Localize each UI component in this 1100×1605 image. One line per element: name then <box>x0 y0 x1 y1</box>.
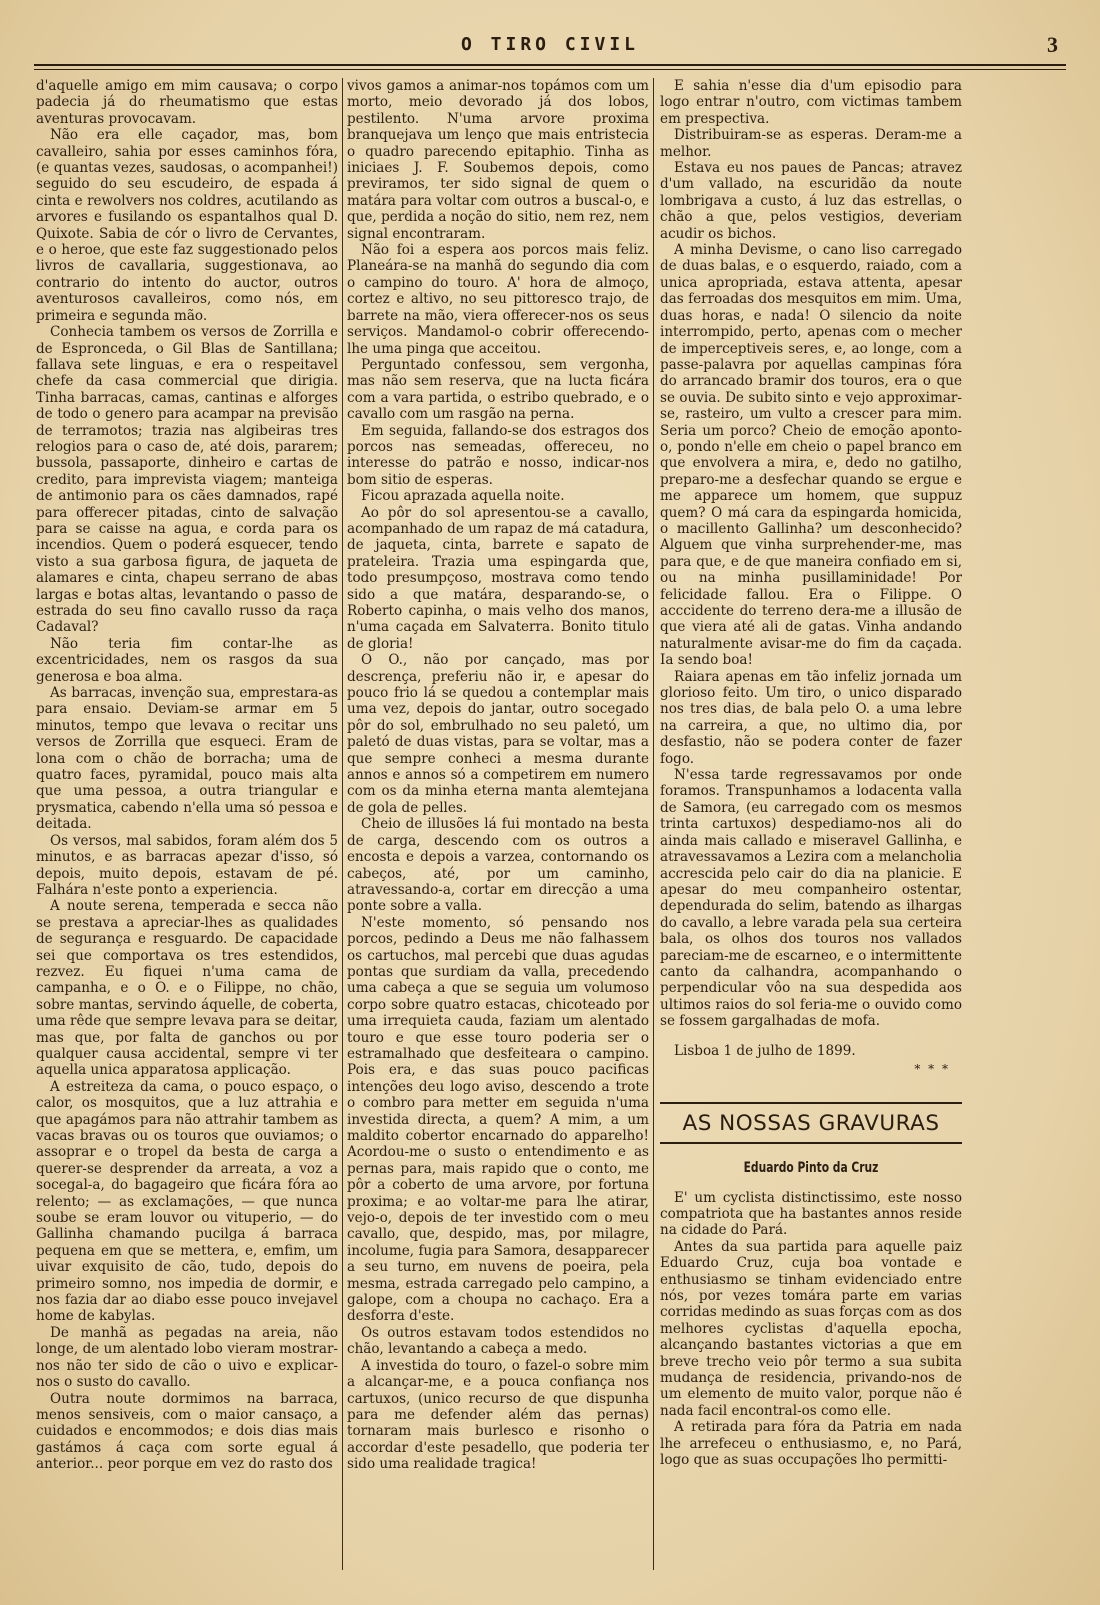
paragraph: Cheio de illusões lá fui montado na besta de carga, descendo com os outros a encosta e depois a varzea, contornando os cabeços, até, por um caminho, atravessando-a, cortar em direcção a uma ponte sobre a valla. <box>347 816 649 915</box>
paragraph: Raiara apenas em tão infeliz jornada um glorioso feito. Um tiro, o unico disparado nos tres dias, de bala pelo O. a uma lebre na carreira, a que, no ultimo dia, por desfastio, não se podera conter de fazer fogo. <box>660 668 962 767</box>
paragraph: E sahia n'esse dia d'um episodio para logo entrar n'outro, com victimas tambem em prespectiva. <box>660 78 962 127</box>
column-divider <box>653 78 654 1570</box>
paragraph: N'este momento, só pensando nos porcos, pedindo a Deus me não falhassem os cartuchos, mal percebi que duas agudas pontas que surdiam da valla, precedendo uma cabeça a que se seguia um volumoso corpo sobre quatro estacas, chicoteado por uma irrequieta cauda, faziam um alentado touro e que esse touro poderia ser o estramalhado que desfeiteara o campino. Pois era, e das suas pouco pacificas intenções deu logo aviso, descendo a trote o combro para metter em seguida n'uma investida directa, a quem? A mim, a um maldito cobertor encarnado do apparelho! Acordou-me o susto o entendimento e as pernas para, mais rapido que o conto, me pôr a coberto de uma arvore, por fortuna proxima; e ao voltar-me para lhe atirar, vejo-o, depois de ter investido com o meu cavallo, que, despido, mas, por milagre, incolume, fugia para Samora, desapparecer a seu turno, em nuvens de poeira, pela mesma, estrada carregado pelo campino, a galope, com a choupa no cachaço. Era a desforra d'este. <box>347 914 649 1325</box>
column-2 <box>347 78 649 1578</box>
paragraph: A estreiteza da cama, o pouco espaço, o calor, os mosquitos, que a luz attrahia e que apagámos para não attrahir tambem as vacas bravas ou os touros que ouviamos; o assoprar e o tropel da besta de carga a querer-se desprender da arreata, a voz a socegal-a, do bagageiro que ficára fóra ao relento; — as exclamações, — que nunca soube se eram louvor ou vituperio, — do Gallinha chamando pucilga á barraca pequena em que se mettera, e, emfim, um uivar exquisito de cão, tudo, depois do primeiro somno, nos impedia de dormir, e nos fazia dar ao diabo esse pouco invejavel home de kabylas. <box>36 1078 338 1325</box>
header-rule <box>34 64 1066 70</box>
paragraph: Não teria fim contar-lhe as excentricidades, nem os rasgos da sua generosa e boa alma. <box>36 635 338 685</box>
paragraph: Antes da sua partida para aquelle paiz Eduardo Cruz, cuja boa vontade e enthusiasmo se tinham evidenciado entre nós, por vezes tomára parte em varias corridas medindo as suas forças com as dos melhores cyclistas d'aquella epocha, alcançando bastantes victorias a que em breve trecho veio pôr termo a sua subita mudança de residencia, privando-nos de um elemento de muito valor, porque não é nada facil encontral-os como elle. <box>660 1238 962 1419</box>
article-subheading: Eduardo Pinto da Cruz <box>743 1159 879 1176</box>
paragraph: Ao pôr do sol apresentou-se a cavallo, acompanhado de um rapaz de má catadura, de jaqueta, cinta, barrete e sapato de prateleira. Trazia uma espingarda que, todo presumpçoso, mostrava como tendo sido a que matára, desparando-se, o Roberto capinha, o mais velho dos manos, n'uma caçada em Salvaterra. Bonito titulo de gloria! <box>347 504 649 652</box>
paragraph: Conhecia tambem os versos de Zorrilla e de Espronceda, o Gil Blas de Santillana; fallava sete linguas, e era o respeitavel chefe da casa commercial que dirigia. Tinha barracas, camas, cantinas e alforges de todo o genero para acampar na previsão de terramotos; trazia nas algibeiras tres relogios para o caso de, até dois, pararem; bussola, passaporte, dinheiro e cartas de credito, para imprevista viagem; manteiga de antimonio para os cães damnados, rapé para offerecer pitadas, cinto de salvação para se caisse na agua, e corda para os incendios. Quem o poderá esquecer, tendo visto a sua garbosa figura, de jaqueta de alamares e cinta, chapeu serrano de abas largas e botas altas, levantando o passo de estrada do seu fino cavallo russo da raça Cadaval? <box>36 324 338 636</box>
newspaper-title: O TIRO CIVIL <box>460 34 640 55</box>
paragraph: d'aquelle amigo em mim causava; o corpo padecia já do rheumatismo que estas aventuras provocavam. <box>36 78 338 127</box>
masthead <box>30 32 1070 66</box>
paragraph: De manhã as pegadas na areia, não longe, de um alentado lobo vieram mostrar-nos não ter sido de cão o uivo e explicar-nos o susto do cavallo. <box>36 1324 338 1391</box>
paragraph: vivos gamos a animar-nos topámos com um morto, meio devorado já dos lobos, pestilento. N'uma arvore proxima branquejava um lenço que mais entristecia o quadro parecendo epitaphio. Tinha as iniciaes J. F. Soubemos depois, como previramos, ter sido signal de quem o matára para voltar com outros a buscal-o, e que, perdida a noção do sitio, nem rez, nem signal encontraram. <box>347 78 649 242</box>
page-number: 3 <box>1047 32 1058 57</box>
paragraph: E' um cyclista distinctissimo, este nosso compatriota que ha bastantes annos reside na cidade do Pará. <box>660 1189 962 1239</box>
paragraph: A investida do touro, o fazel-o sobre mim a alcançar-me, e a pouca confiança nos cartuxos, (unico recurso de que dispunha para me defender além das pernas) tornaram mais burlesco e risonho o accordar d'este pesadello, que poderia ter sido uma realidade tragica! <box>347 1357 649 1473</box>
paragraph: Ficou aprazada aquella noite. <box>361 488 565 505</box>
section-heading-text: AS NOSSAS GRAVURAS <box>682 1110 940 1136</box>
paragraph: O O., não por cançado, mas por descrença, preferiu não ir, e apesar do pouco frio lá se quedou a contemplar mais uma vez, depois do jantar, outro socegado pôr do sol, embrulhado no seu paletó, um paletó de duas vistas, para se voltar, mas a que sempre conheci a mesma durante annos e annos só a competirem em numero com os da minha eterna manta alemtejana de gola de pelles. <box>347 652 649 816</box>
paragraph: Os versos, mal sabidos, foram além dos 5 minutos, e as barracas apezar d'isso, só depois, muito depois, estavam de pé. Falhára n'este ponto a experiencia. <box>36 832 338 898</box>
paragraph: Os outros estavam todos estendidos no chão, levantando a cabeça a medo. <box>347 1324 649 1358</box>
paragraph: Não foi a espera aos porcos mais feliz. Planeára-se na manhã do segundo dia com o campino do touro. A' hora de almoço, cortez e altivo, no seu pittoresco trajo, de barrete na mão, viera offerecer-nos os seus serviços. Mandamol-o cobrir offerecendo-lhe uma pinga que acceitou. <box>347 242 649 357</box>
paragraph: Não era elle caçador, mas, bom cavalleiro, sahia por esses caminhos fóra, (e quantas vezes, saudosas, o acompanhei!) seguido do seu escudeiro, de espada á cinta e rewolvers nos coldres, acutilando as arvores e fusilando os espantalhos qual D. Quixote. Sabia de cór o livro de Cervantes, e o heroe, que este faz suggestionado pelos livros de cavallaria, suggestionava, ao contrario do intento do auctor, outros aventurosos cavalleiros, como nós, em primeira e segunda mão. <box>36 127 338 324</box>
paragraph: Distribuiram-se as esperas. Deram-me a melhor. <box>660 127 962 160</box>
paragraph: A minha Devisme, o cano liso carregado de duas balas, e o esquerdo, raiado, com a unica apropriada, estava attenta, apesar das ferroadas dos mesquitos em mim. Uma, duas horas, e nada! O silencio da noite interrompido, perto, apenas com o mecher de imperceptiveis seres, e, ao longe, com a passe-palavra por aquellas campinas fóra do arrancado bramir dos touros, era o que se ouvia. De subito sinto e vejo approximar-se, rasteiro, um vulto a crescer para mim. Seria um porco? Cheio de emoção aponto-o, pondo n'elle em cheio o papel branco em que envolvera a mira, e, dedo no gatilho, preparo-me a desfechar quando se ergue e me apparece um homem, que suppuz quem? O má cara da espingarda homicida, o macillento Gallinha? um desconhecido? Alguem que vinha surprehender-me, mas para que, e de que maneira confiado em si, ou na minha pusillaminidade! Por felicidade fallou. Era o Filippe. O acccidente do terreno dera-me a illusão de que viera até ali de gatas. Vinha andando naturalmente avisar-me do fim da caçada. Ia sendo boa! <box>660 242 962 669</box>
paragraph: N'essa tarde regressavamos por onde foramos. Transpunhamos a lodacenta valla de Samora, (eu carregado com os mesmos trinta cartuxos) despediamo-nos ali do ainda mais callado e miseravel Gallinha, e atravessavamos a Lezira com a melancholia accrescida pelo cair do dia na planicie. E apesar do meu companheiro ostentar, dependurada do selim, batendo as ilhargas do cavallo, a lebre varada pela sua certeira bala, os olhos dos touros nos vallados pareciam-me de escarneo, e o intermittente canto da calhandra, acompanhando o perpendicular vôo na sua despedida aos ultimos raios do sol feria-me o ouvido como se fossem gargalhadas de mofa. <box>660 767 962 1030</box>
paragraph: Perguntado confessou, sem vergonha, mas não sem reserva, que na lucta ficára com a vara partida, o estribo quebrado, e o cavallo com um rasgão na perna. <box>347 356 649 423</box>
paragraph: Outra noute dormimos na barraca, menos sensiveis, com o maior cansaço, a cuidados e encommodos; e dois dias mais gastámos á caça com sorte egual á anterior... peor porque em vez do rasto dos <box>36 1390 338 1473</box>
paragraph: Em seguida, fallando-se dos estragos dos porcos nas semeadas, offereceu, no interesse do patrão e nosso, indicar-nos bom sitio de esperas. <box>347 422 649 488</box>
column-3 <box>660 78 962 1578</box>
dateline: Lisboa 1 de julho de 1899. <box>674 1042 856 1059</box>
paragraph: A retirada para fóra da Patria em nada lhe arrefeceu o enthusiasmo, e, no Pará, logo que as suas occupações lho permitti- <box>660 1419 962 1469</box>
column-divider <box>342 78 343 1570</box>
section-separator: * * * <box>914 1061 950 1076</box>
column-1 <box>36 78 338 1578</box>
section-heading <box>660 1102 962 1144</box>
paragraph: As barracas, invenção sua, emprestara-as para ensaio. Deviam-se armar em 5 minutos, tempo que levava o recitar uns versos de Zorrilla que esqueci. Eram de lona com o chão de borracha; uma de quatro faces, pyramidal, pouco mais alta que uma pessoa, a outra triangular e prysmatica, cabendo n'ella uma só pessoa e deitada. <box>36 685 338 833</box>
paragraph: A noute serena, temperada e secca não se prestava a apreciar-lhes as qualidades de segurança e resguardo. De capacidade sei que comportava os tres estendidos, rezvez. Eu fiquei n'uma cama de campanha, e o O. e o Filippe, no chão, sobre mantas, servindo áquelle, de coberta, uma rêde que sempre levava para se deitar, mas que, por falta de ganchos ou por qualquer causa accidental, sempre vi ter aquella unica apparatosa applicação. <box>36 898 338 1079</box>
paragraph: Estava eu nos paues de Pancas; atravez d'um vallado, na escuridão da noute lombrigava a custo, á luz das estrellas, o chão a que, pelos vestigios, deveriam acudir os bichos. <box>660 160 962 242</box>
